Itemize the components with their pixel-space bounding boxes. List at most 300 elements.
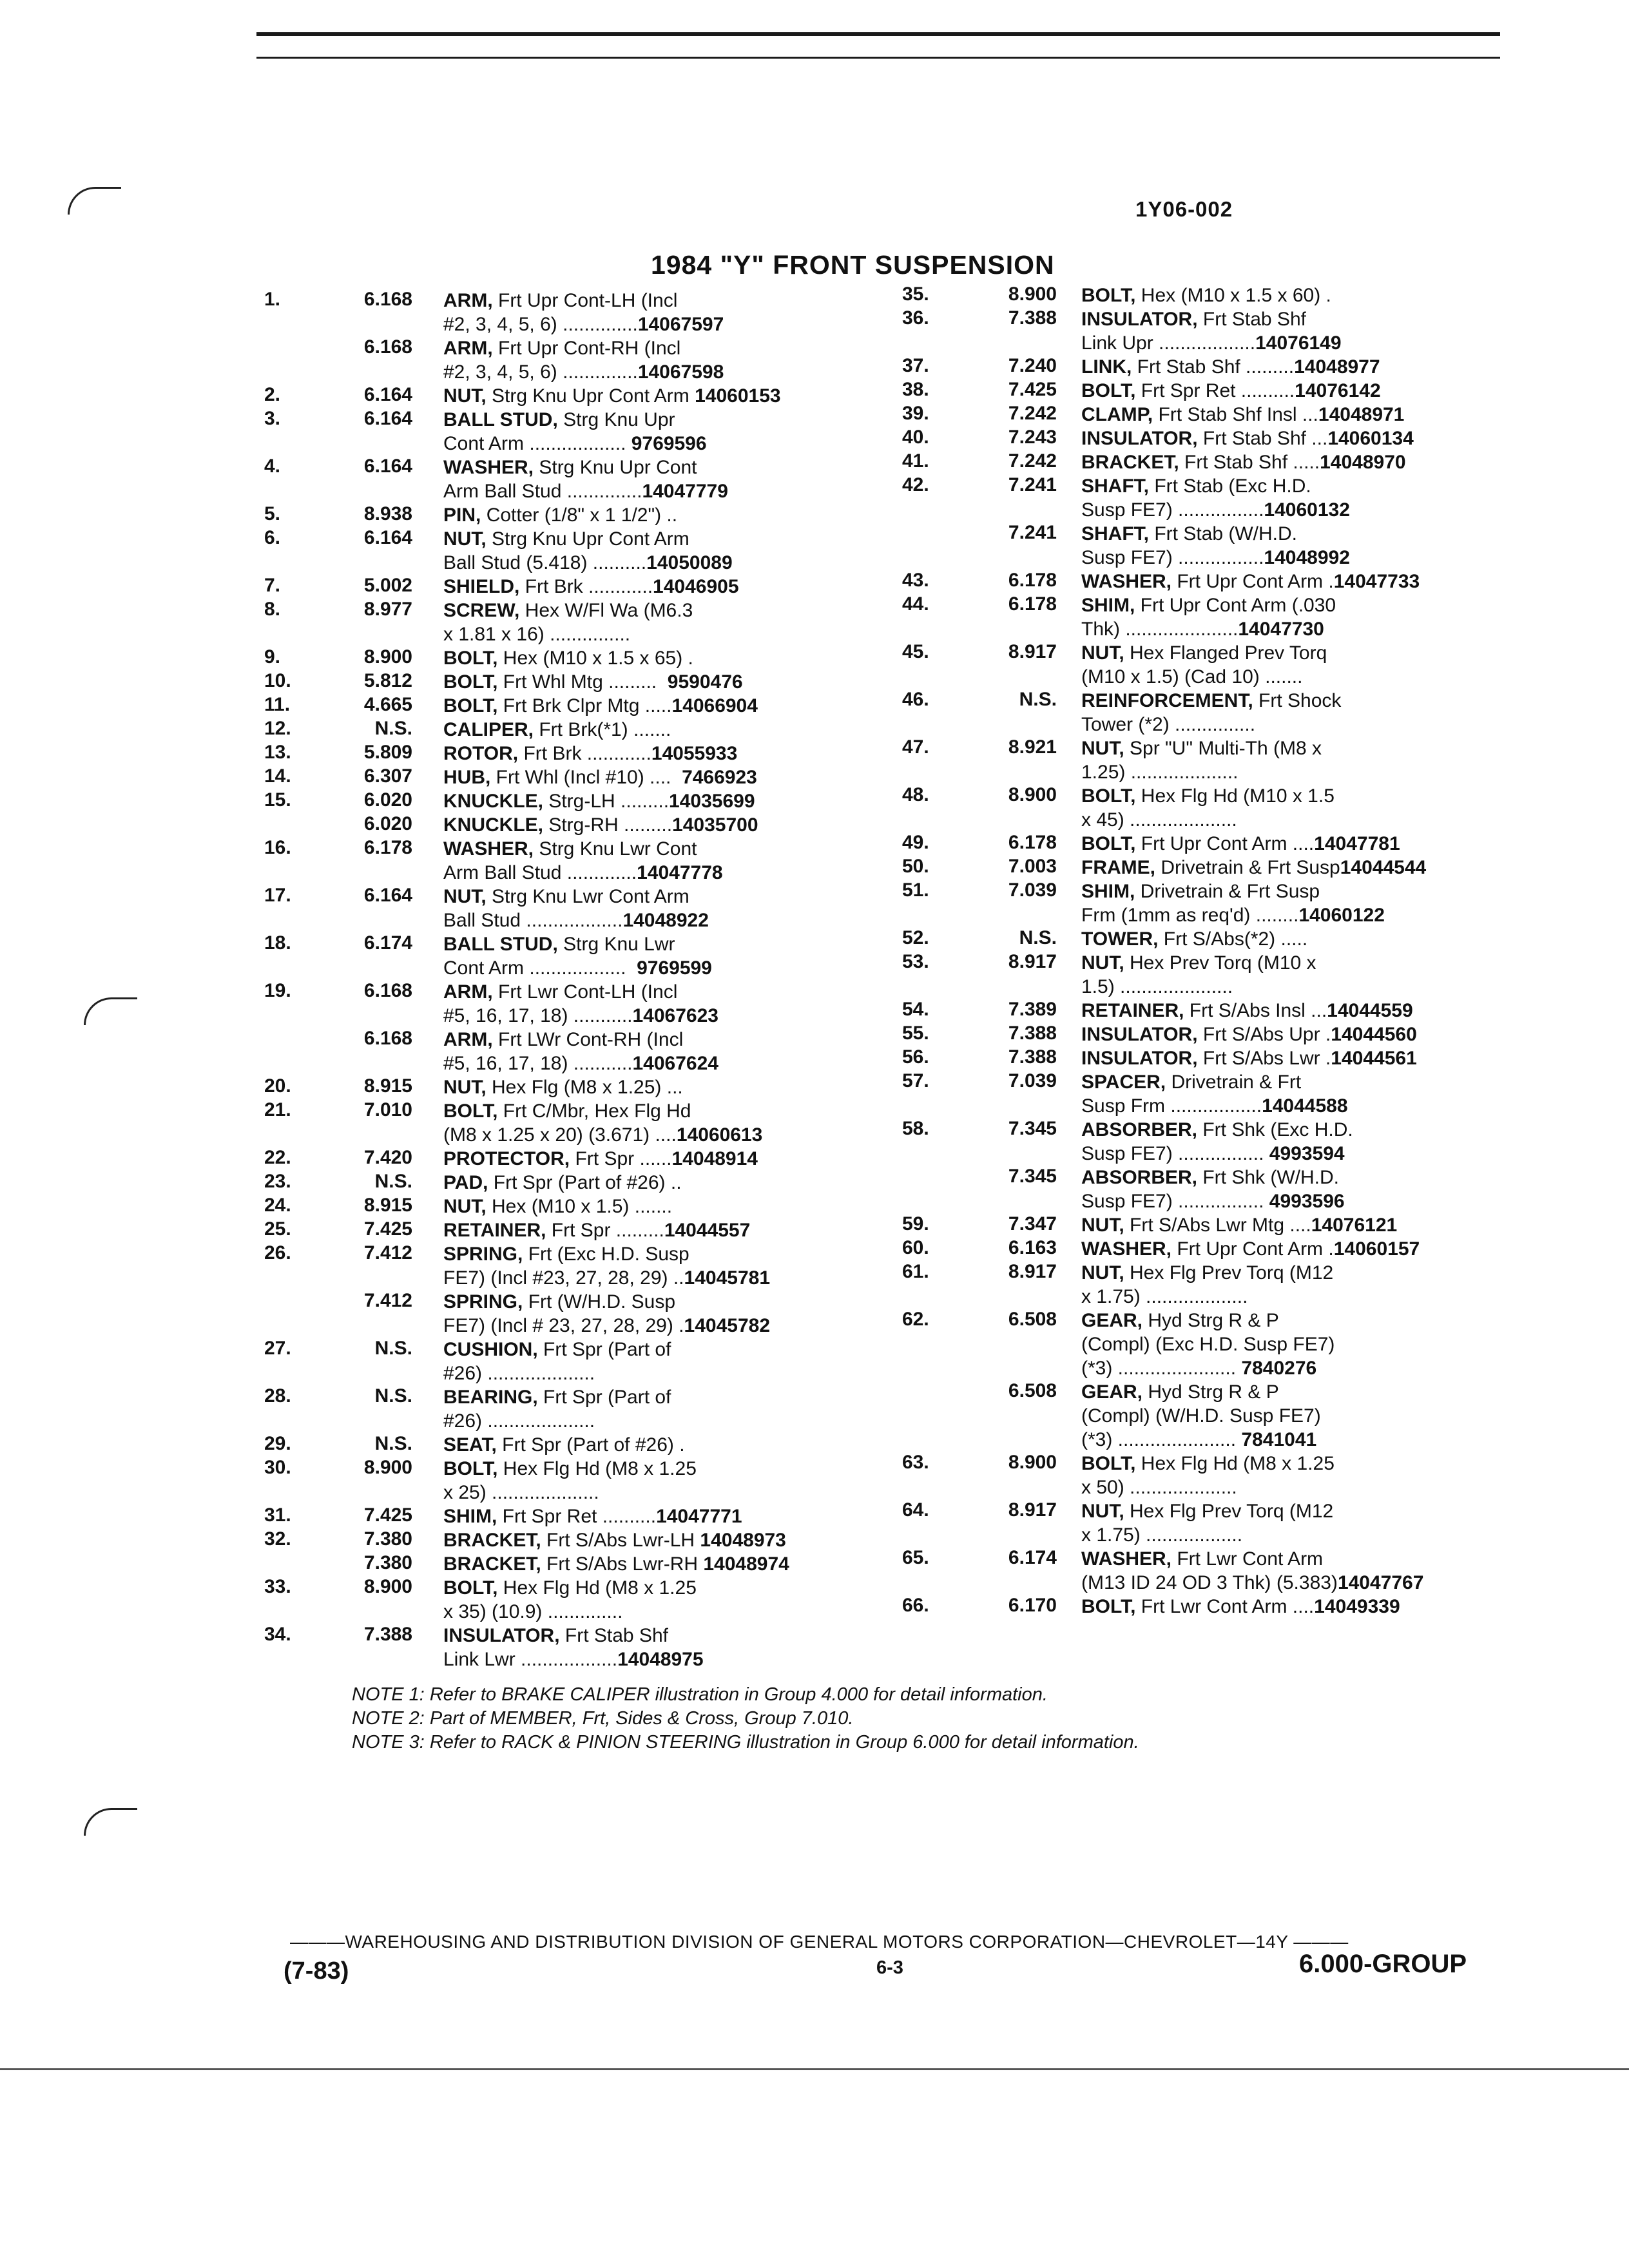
part-number: 14044588 (1262, 1095, 1348, 1117)
description-line: Strg-LH ......... (543, 791, 670, 812)
part-number: 14048992 (1264, 547, 1350, 568)
hole-punch-mark-middle (84, 997, 137, 1025)
description-line: Strg Knu Upr (557, 409, 675, 430)
parts-list-row (902, 736, 1547, 784)
parts-list-row (264, 1552, 883, 1576)
part-name: ABSORBER, (1081, 1167, 1198, 1188)
description-line: Hex Flg (M8 x 1.25) ... (486, 1077, 683, 1098)
item-number: 38. (902, 379, 929, 400)
part-number: 14060157 (1333, 1238, 1420, 1260)
part-name: SHIM, (1081, 595, 1135, 616)
parts-list-row (902, 689, 1547, 736)
group-number: 6.174 (1008, 1547, 1057, 1568)
parts-list-row (264, 599, 883, 646)
group-number: 7.242 (1008, 450, 1057, 472)
part-number: 14047771 (656, 1506, 742, 1527)
group-number: 7.380 (363, 1528, 412, 1550)
part-name: BRACKET, (1081, 452, 1179, 473)
item-number: 66. (902, 1595, 929, 1616)
part-number: 14067597 (637, 314, 724, 335)
description-line: Cont Arm .................. (443, 957, 637, 979)
item-number: 32. (264, 1528, 291, 1550)
part-name: BALL STUD, (443, 934, 558, 955)
description-line: Hex Flg Hd (M8 x 1.25 (497, 1577, 697, 1599)
part-name: BOLT, (443, 1458, 498, 1479)
description-line: Frt Whl Mtg ......... (497, 671, 668, 693)
item-number: 33. (264, 1576, 291, 1597)
description-line: Link Lwr .................. (443, 1649, 618, 1670)
part-number: 14060153 (695, 385, 781, 407)
bottom-rule (0, 2068, 1629, 2070)
parts-list-row (902, 832, 1547, 856)
part-description (443, 1218, 750, 1242)
part-description (443, 1075, 683, 1099)
description-line: Frt LWr Cont-RH (Incl (492, 1029, 684, 1050)
part-name: WASHER, (443, 457, 534, 478)
part-name: ARM, (443, 981, 493, 1003)
part-description (443, 384, 781, 408)
item-number: 55. (902, 1023, 929, 1044)
description-line: Frt S/Abs Lwr Mtg .... (1124, 1215, 1311, 1236)
parts-list-row (902, 1261, 1547, 1309)
parts-list-row (902, 1166, 1547, 1213)
parts-list-row (264, 885, 883, 932)
group-number: 7.003 (1008, 856, 1057, 877)
item-number: 29. (264, 1433, 291, 1454)
part-number: 7840276 (1241, 1358, 1317, 1379)
parts-list-row (264, 575, 883, 599)
item-number: 26. (264, 1242, 291, 1264)
part-name: SPRING, (443, 1244, 523, 1265)
description-line: Frt Spr (Part of (537, 1339, 671, 1360)
description-line: Hex Flg Prev Torq (M12 (1124, 1501, 1334, 1522)
description-line: Frt Stab (W/H.D. (1149, 523, 1298, 544)
description-line: FE7) (Incl # 23, 27, 28, 29) . (443, 1315, 684, 1336)
item-number: 65. (902, 1547, 929, 1568)
item-number: 8. (264, 599, 281, 620)
item-number: 12. (264, 718, 291, 739)
item-number: 23. (264, 1171, 291, 1192)
parts-list-row (264, 1218, 883, 1242)
part-name: CUSHION, (443, 1339, 538, 1360)
part-number: 14048970 (1320, 452, 1406, 473)
parts-list-row (264, 742, 883, 765)
item-number: 34. (264, 1624, 291, 1645)
part-number: 14066904 (671, 695, 758, 716)
description-line: Frt S/Abs Lwr-RH (541, 1553, 704, 1575)
part-name: SHAFT, (1081, 523, 1149, 544)
item-number: 9. (264, 646, 281, 668)
parts-list-row (902, 1046, 1547, 1070)
description-line: Frt Stab Shf ... (1197, 428, 1328, 449)
part-description (1081, 1547, 1423, 1595)
part-description (443, 837, 723, 885)
group-number: 8.900 (1008, 284, 1057, 305)
parts-list-row (264, 1171, 883, 1195)
description-line: Hex Flanged Prev Torq (1124, 642, 1327, 664)
part-name: KNUCKLE, (443, 814, 543, 836)
parts-list-row (902, 1547, 1547, 1595)
description-line: Ball Stud .................. (443, 910, 623, 931)
part-name: BOLT, (443, 695, 498, 716)
parts-list-row (902, 951, 1547, 999)
part-description (1081, 641, 1327, 689)
parts-list-row (264, 1624, 883, 1671)
part-description (443, 1433, 685, 1457)
part-description (443, 527, 733, 575)
part-description (1081, 1499, 1333, 1547)
description-line: Arm Ball Stud .............. (443, 481, 642, 502)
group-number: 6.168 (363, 980, 412, 1001)
group-number: 7.010 (363, 1099, 412, 1120)
note-1: NOTE 1: Refer to BRAKE CALIPER illustration in Group 4.000 for detail information. (352, 1684, 1048, 1705)
item-number: 52. (902, 927, 929, 948)
group-number: N.S. (374, 718, 412, 739)
part-number: 14067624 (632, 1053, 718, 1074)
part-number: 14035699 (669, 791, 755, 812)
group-number: 7.347 (1008, 1213, 1057, 1235)
group-number: 6.174 (363, 932, 412, 954)
parts-list-row (264, 1028, 883, 1075)
part-number: 9590476 (667, 671, 743, 693)
item-number: 42. (902, 474, 929, 495)
part-description (443, 289, 724, 336)
description-line: Hex Flg Hd (M8 x 1.25 (497, 1458, 697, 1479)
group-number: 8.900 (363, 1576, 412, 1597)
item-number: 10. (264, 670, 291, 691)
part-description (443, 1099, 762, 1147)
description-line: x 50) .................... (1081, 1477, 1237, 1498)
part-number: 14048974 (703, 1553, 789, 1575)
description-line: Frt Shk (Exc H.D. (1197, 1119, 1353, 1140)
description-line: Strg Knu Lwr Cont (534, 838, 697, 860)
note-2: NOTE 2: Part of MEMBER, Frt, Sides & Cross, Group 7.010. (352, 1708, 854, 1729)
description-line: Frt Stab Shf ..... (1179, 452, 1320, 473)
part-name: PIN, (443, 505, 481, 526)
part-name: SHAFT, (1081, 476, 1149, 497)
item-number: 53. (902, 951, 929, 972)
parts-list-row (902, 1452, 1547, 1499)
parts-list-row (264, 932, 883, 980)
description-line: Cotter (1/8" x 1 1/2") .. (481, 505, 678, 526)
description-line: Strg Knu Lwr (557, 934, 675, 955)
part-name: CLAMP, (1081, 404, 1153, 425)
part-name: BOLT, (443, 1577, 498, 1599)
part-name: SCREW, (443, 600, 520, 621)
group-number: 4.665 (363, 694, 412, 715)
part-name: BOLT, (1081, 833, 1136, 854)
part-name: SPACER, (1081, 1072, 1166, 1093)
part-name: SHIELD, (443, 576, 520, 597)
parts-list-row (902, 879, 1547, 927)
parts-list-row (264, 646, 883, 670)
part-description (1081, 999, 1413, 1023)
part-name: NUT, (443, 385, 487, 407)
parts-list-row (264, 718, 883, 742)
description-line: Frt Stab Shf ......... (1132, 356, 1295, 378)
part-name: BOLT, (1081, 285, 1136, 306)
item-number: 18. (264, 932, 291, 954)
part-number: 14047779 (642, 481, 728, 502)
description-line: #2, 3, 4, 5, 6) .............. (443, 314, 638, 335)
group-number: 5.002 (363, 575, 412, 596)
group-number: N.S. (1019, 689, 1057, 710)
part-description (443, 1195, 672, 1218)
part-description (443, 1528, 786, 1552)
group-number: 7.388 (363, 1624, 412, 1645)
description-line: Susp FE7) ................ (1081, 499, 1264, 521)
item-number: 63. (902, 1452, 929, 1473)
part-description (1081, 1046, 1417, 1070)
part-description (443, 336, 724, 384)
group-number: 6.508 (1008, 1309, 1057, 1330)
part-name: NUT, (1081, 1262, 1124, 1283)
note-3: NOTE 3: Refer to RACK & PINION STEERING illustration in Group 6.000 for detail information. (352, 1732, 1139, 1753)
item-number: 36. (902, 307, 929, 329)
part-name: RETAINER, (443, 1220, 546, 1241)
description-line: Frt Stab Shf (1197, 309, 1306, 330)
part-description (1081, 1237, 1420, 1261)
item-number: 4. (264, 456, 281, 477)
description-line: Frt Spr ......... (546, 1220, 664, 1241)
part-description (443, 1028, 718, 1075)
part-description (1081, 1070, 1348, 1118)
part-name: ARM, (443, 1029, 493, 1050)
part-description (443, 1338, 671, 1385)
group-number: 6.168 (363, 1028, 412, 1049)
part-name: REINFORCEMENT, (1081, 690, 1253, 711)
group-number: 8.917 (1008, 1499, 1057, 1521)
group-number: 8.900 (363, 1457, 412, 1478)
item-number: 17. (264, 885, 291, 906)
part-name: FRAME, (1081, 857, 1155, 878)
item-number: 48. (902, 784, 929, 805)
part-description (443, 456, 728, 503)
group-number: 7.380 (363, 1552, 412, 1573)
part-description (443, 789, 755, 813)
item-number: 16. (264, 837, 291, 858)
part-number: 14047767 (1337, 1572, 1424, 1593)
part-description (443, 1457, 697, 1504)
part-number: 14048975 (617, 1649, 704, 1670)
group-number: 6.164 (363, 384, 412, 405)
part-name: GEAR, (1081, 1381, 1143, 1403)
group-number: 8.977 (363, 599, 412, 620)
description-line: Frt Brk(*1) ....... (534, 719, 671, 740)
parts-list-row (264, 1338, 883, 1385)
group-number: N.S. (374, 1385, 412, 1407)
description-line: Frt S/Abs Lwr-LH (541, 1530, 700, 1551)
part-number: 9769596 (631, 433, 707, 454)
description-line: x 1.75) ................... (1081, 1286, 1248, 1307)
part-number: 14046905 (653, 576, 739, 597)
part-name: ARM, (443, 290, 493, 311)
description-line: (M10 x 1.5) (Cad 10) ....... (1081, 666, 1303, 687)
item-number: 41. (902, 450, 929, 472)
group-number: 7.420 (363, 1147, 412, 1168)
description-line: Thk) ..................... (1081, 619, 1239, 640)
part-description (443, 1171, 682, 1195)
item-number: 39. (902, 403, 929, 424)
parts-list-row (264, 1290, 883, 1338)
description-line: Frt Lwr Cont Arm .... (1135, 1596, 1315, 1617)
part-description (443, 503, 677, 527)
description-line: Link Upr .................. (1081, 332, 1256, 354)
description-line: (M13 ID 24 OD 3 Thk) (5.383) (1081, 1572, 1338, 1593)
parts-list-row (264, 1457, 883, 1504)
document-id: 1Y06-002 (1135, 197, 1233, 221)
item-number: 2. (264, 384, 281, 405)
description-line: Frt Spr Ret .......... (1135, 380, 1295, 401)
part-description (1081, 450, 1406, 474)
description-line: Tower (*2) ............... (1081, 714, 1256, 735)
item-number: 14. (264, 765, 291, 787)
item-number: 30. (264, 1457, 291, 1478)
description-line: Hex Prev Torq (M10 x (1124, 952, 1316, 974)
parts-list-row (264, 980, 883, 1028)
description-line: Hex W/Fl Wa (M6.3 (519, 600, 693, 621)
part-description (443, 1147, 758, 1171)
item-number: 43. (902, 570, 929, 591)
item-number: 56. (902, 1046, 929, 1068)
footer-group: 6.000-GROUP (1299, 1950, 1467, 1978)
item-number: 28. (264, 1385, 291, 1407)
group-number: 6.020 (363, 789, 412, 811)
description-line: Susp FE7) ................ (1081, 1143, 1269, 1164)
part-description (1081, 474, 1350, 522)
group-number: 6.020 (363, 813, 412, 834)
group-number: N.S. (1019, 927, 1057, 948)
description-line: Spr "U" Multi-Th (M8 x (1124, 738, 1322, 759)
item-number: 61. (902, 1261, 929, 1282)
part-description (1081, 1309, 1335, 1380)
footer-page-number: 6-3 (876, 1957, 903, 1978)
group-number: 6.164 (363, 885, 412, 906)
part-description (1081, 832, 1400, 856)
part-name: INSULATOR, (1081, 1024, 1198, 1045)
description-line: Frt Spr Ret .......... (497, 1506, 657, 1527)
part-number: 14048977 (1294, 356, 1380, 378)
part-description (1081, 522, 1350, 570)
item-number: 15. (264, 789, 291, 811)
part-number: 7466923 (682, 767, 757, 788)
group-number: 7.241 (1008, 522, 1057, 543)
part-name: BOLT, (1081, 380, 1136, 401)
parts-list-row (264, 813, 883, 837)
description-line: x 1.81 x 16) ............... (443, 624, 631, 645)
group-number: 7.388 (1008, 1046, 1057, 1068)
parts-list-row (902, 856, 1547, 879)
notes-block (352, 1683, 1139, 1754)
group-number: 6.164 (363, 408, 412, 429)
part-description (443, 1624, 704, 1671)
group-number: 7.388 (1008, 307, 1057, 329)
part-number: 14047781 (1314, 833, 1400, 854)
part-description (1081, 355, 1380, 379)
item-number: 51. (902, 879, 929, 901)
part-description (443, 980, 718, 1028)
part-description (1081, 1595, 1400, 1619)
part-description (1081, 1261, 1333, 1309)
parts-list-row (902, 1237, 1547, 1261)
group-number: 6.168 (363, 289, 412, 310)
part-description (1081, 427, 1414, 450)
group-number: 6.164 (363, 456, 412, 477)
parts-list-row (264, 408, 883, 456)
parts-list-row (264, 789, 883, 813)
description-line: Strg Knu Lwr Cont Arm (486, 886, 689, 907)
description-line: Drivetrain & Frt (1166, 1072, 1302, 1093)
part-name: ABSORBER, (1081, 1119, 1198, 1140)
part-name: BOLT, (1081, 1596, 1136, 1617)
part-name: BOLT, (443, 1100, 498, 1122)
part-description (443, 932, 712, 980)
parts-list-row (902, 1380, 1547, 1452)
group-number: 7.345 (1008, 1166, 1057, 1187)
parts-list-row (902, 570, 1547, 593)
part-description (443, 599, 693, 646)
item-number: 3. (264, 408, 281, 429)
group-number: 7.240 (1008, 355, 1057, 376)
description-line: Strg Knu Upr Cont Arm (486, 528, 689, 550)
group-number: 7.345 (1008, 1118, 1057, 1139)
item-number: 37. (902, 355, 929, 376)
part-number: 14067598 (637, 361, 724, 383)
description-line: Strg-RH ......... (543, 814, 673, 836)
part-description (443, 765, 757, 789)
group-number: 6.178 (363, 837, 412, 858)
group-number: 8.917 (1008, 641, 1057, 662)
part-description (1081, 1023, 1417, 1046)
part-number: 14048922 (622, 910, 709, 931)
description-line: Drivetrain & Frt Susp (1135, 881, 1320, 902)
description-line: Hex (M10 x 1.5 x 65) . (497, 648, 693, 669)
description-line: x 25) .................... (443, 1482, 599, 1503)
description-line: Hyd Strg R & P (1142, 1310, 1279, 1331)
description-line: Strg Knu Upr Cont Arm (486, 385, 695, 407)
description-line: #2, 3, 4, 5, 6) .............. (443, 361, 638, 383)
description-line: Frt Lwr Cont-LH (Incl (492, 981, 678, 1003)
description-line: Frt Brk ............ (518, 743, 651, 764)
part-number: 14050089 (646, 552, 733, 573)
part-description (1081, 1380, 1321, 1452)
description-line: x 45) .................... (1081, 809, 1237, 831)
group-number: 6.508 (1008, 1380, 1057, 1401)
part-name: NUT, (443, 1196, 487, 1217)
item-number: 58. (902, 1118, 929, 1139)
item-number: 25. (264, 1218, 291, 1240)
part-description (443, 813, 758, 837)
description-line: Frt Brk ............ (519, 576, 653, 597)
description-line: Hex Flg Hd (M10 x 1.5 (1135, 785, 1335, 807)
parts-list-row (902, 1213, 1547, 1237)
description-line: Susp FE7) ................ (1081, 547, 1264, 568)
description-line: FE7) (Incl #23, 27, 28, 29) .. (443, 1267, 684, 1289)
item-number: 45. (902, 641, 929, 662)
part-name: GEAR, (1081, 1310, 1143, 1331)
parts-list-row (264, 1195, 883, 1218)
item-number: 46. (902, 689, 929, 710)
parts-list-row (264, 289, 883, 336)
part-description (443, 694, 758, 718)
parts-list-row (902, 355, 1547, 379)
group-number: 6.168 (363, 336, 412, 358)
part-name: BOLT, (443, 671, 498, 693)
parts-list-row (264, 1576, 883, 1624)
part-description (443, 718, 671, 742)
item-number: 62. (902, 1309, 929, 1330)
description-line: Arm Ball Stud ............. (443, 862, 637, 883)
